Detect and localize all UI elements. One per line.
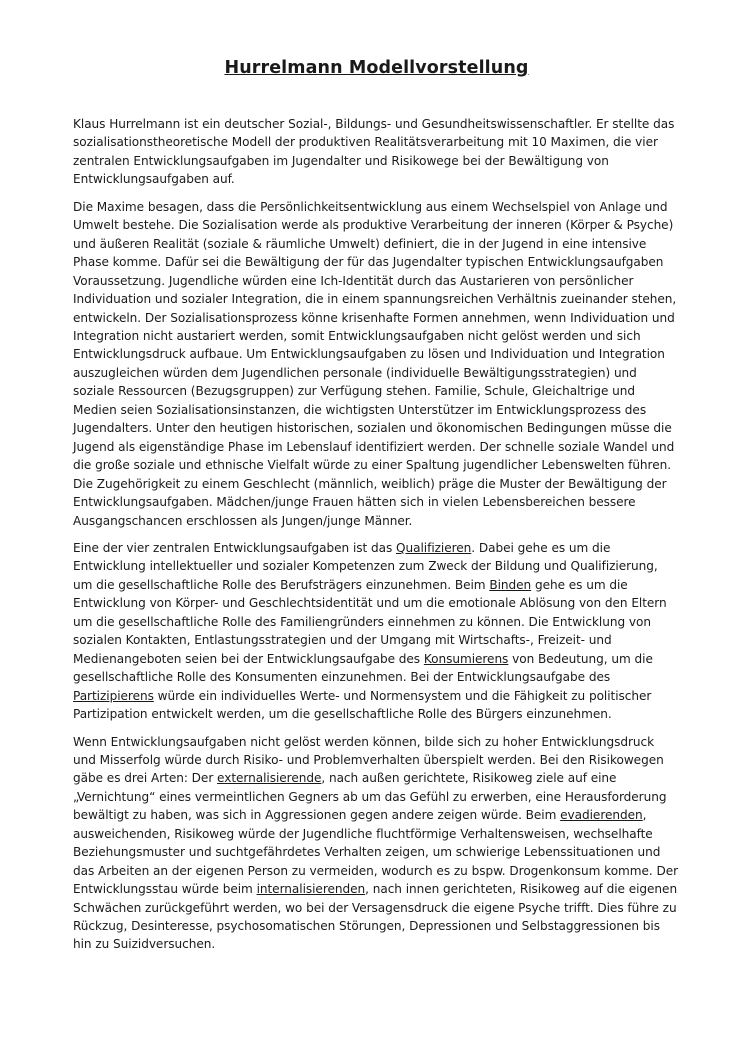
term-internalisierenden: internalisierenden (256, 882, 366, 897)
text-run: . Dabei gehe es um die Entwicklung intellektueller und sozialer Kompetenzen zum Zweck der Bildung und Qualifizierung, um die gesellschaftliche Rolle des Berufsträgers einzunehmen. Beim (73, 540, 658, 592)
text-run: Klaus Hurrelmann ist ein deutscher Sozial-, Bildungs- und Gesundheitswissenschaftler. Er stellte das sozialisationstheoretische Modell der produktiven Realitätsverarbeitung mit 10 Maximen, die vier zentralen Entwicklungsaufgaben im Jugendalter und Risikowege bei der Bewältigung von Entwicklungsaufgaben auf. (73, 117, 675, 187)
text-run: würde ein individuelles Werte- und Normensystem und die Fähigkeit zu politischer Partizipation entwickelt werden, um die gesellschaftliche Rolle des Bürgers einzunehmen. (73, 688, 652, 722)
paragraph-risk-paths (73, 733, 680, 954)
term-externalisierende: externalisierende (217, 771, 322, 786)
paragraph-intro (73, 115, 680, 189)
text-run: von Bedeutung, um die gesellschaftliche Rolle des Konsumenten einzunehmen. Bei der Entwicklungsaufgabe des (73, 651, 653, 685)
text-run: gehe es um die Entwicklung von Körper- und Geschlechtsidentität und um die emotionale Ablösung von den Eltern um die gesellschaftliche Rolle des Familiengründers einnehmen zu können. Die Entwicklung von sozialen Kontakten, Entlastungsstrategien und der Umgang mit Wirtschafts-, Freizeit- und Medienangeboten seien bei der Entwicklungsaufgabe des (73, 577, 667, 666)
text-run: Eine der vier zentralen Entwicklungsaufgaben ist das (73, 540, 397, 555)
paragraph-development-tasks (73, 539, 680, 724)
term-konsumierens: Konsumierens (423, 651, 509, 666)
paragraph-maxims (73, 198, 680, 530)
text-run: , ausweichenden, Risikoweg würde der Jugendliche fluchtförmige Verhaltensweisen, wechselhafte Beziehungsmuster und suchtgefährdetes Verhalten zeigen, um schwierige Lebenssituationen und das Arbeiten an der eigenen Person zu vermeiden, wodurch es zu bspw. Drogenkonsum komme. Der Entwicklungsstau würde beim (73, 808, 679, 897)
text-run: , nach innen gerichteten, Risikoweg auf die eigenen Schwächen zurückgeführt werden, wo bei der Versagensdruck die eigene Psyche trifft. Dies führe zu Rückzug, Desinteresse, psychosomatischen Störungen, Depressionen und Selbstaggressionen bis hin zu Suizidversuchen. (73, 882, 678, 952)
term-binden: Binden (489, 577, 532, 592)
document-title: Hurrelmann Modellvorstellung (224, 58, 529, 78)
text-run: , nach außen gerichtete, Risikoweg ziele auf eine „Vernichtung“ eines vermeintlichen Gegners ab um das Gefühl zu erwerben, eine Herausforderung bewältigt zu haben, was sich in Aggressionen gegen andere zeigen würde. Beim (73, 771, 667, 823)
text-run: Wenn Entwicklungsaufgaben nicht gelöst werden können, bilde sich zu hoher Entwicklungsdruck und Misserfolg würde durch Risiko- und Problemverhalten überspielt werden. Bei den Risikowegen gäbe es drei Arten: Der (73, 734, 664, 786)
term-qualifizieren: Qualifizieren (396, 540, 472, 555)
term-evadierenden: evadierenden (560, 808, 643, 823)
term-partizipierens: Partizipierens (73, 688, 154, 703)
text-run: Die Maxime besagen, dass die Persönlichkeitsentwicklung aus einem Wechselspiel von Anlage und Umwelt bestehe. Die Sozialisation werde als produktive Verarbeitung der inneren (Körper & Psyche) und äußeren Realität (soziale & räumliche Umwelt) definiert, die in der Jugend in eine intensive Phase komme. Dafür sei die Bewältigung der für das Jugendalter typischen Entwicklungsaufgaben Voraussetzung. Jugendliche würden eine Ich-Identität durch das Austarieren von persönlicher Individuation und sozialer Integration, die in einem spannungsreichen Verhältnis zueinander stehen, entwickeln. Der Sozialisationsprozess könne krisenhafte Formen annehmen, wenn Individuation und Integration nicht austariert werden, somit Entwicklungsaufgaben nicht gelöst werden und sich Entwicklungsdruck aufbaue. Um Entwicklungsaufgaben zu lösen und Individuation und Integration auszugleichen würden dem Jugendlichen personale (individuelle Bewältigungsstrategien) und soziale Ressourcen (Bezugsgruppen) zur Verfügung stehen. Familie, Schule, Gleichaltrige und Medien seien Sozialisationsinstanzen, die wichtigsten Unterstützer im Entwicklungsprozess des Jugendalters. Unter den heutigen historischen, sozialen und ökonomischen Bedingungen müsse die Jugend als eigenständige Phase im Lebenslauf identifiziert werden. Der schnelle soziale Wandel und die große soziale und ethnische Vielfalt würde zu einer Spaltung jugendlicher Lebenswelten führen. Die Zugehörigkeit zu einem Geschlecht (männlich, weiblich) präge die Muster der Bewältigung der Entwicklungsaufgaben. Mädchen/junge Frauen hätten sich in vielen Lebensbereichen bessere Ausgangschancen erschlossen als Jungen/junge Männer. (73, 199, 677, 528)
